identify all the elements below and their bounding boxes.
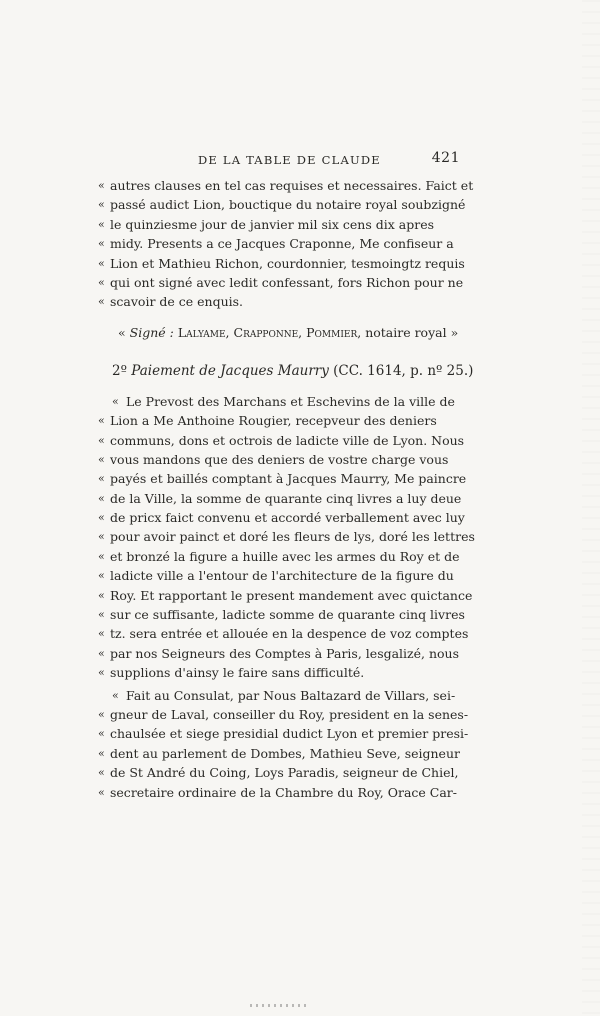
quote-mark: « bbox=[98, 766, 105, 780]
quote-mark: « bbox=[98, 569, 105, 583]
text-line bbox=[98, 195, 466, 214]
quote-mark: « bbox=[112, 688, 119, 702]
text-line bbox=[98, 686, 458, 705]
quote-mark: « bbox=[98, 414, 105, 428]
text-line bbox=[98, 450, 458, 469]
text-line bbox=[98, 527, 475, 546]
line-text: de pricx faict convenu et accordé verballement avec luy bbox=[110, 510, 465, 526]
quote-mark: « bbox=[98, 179, 105, 192]
line-text: le quinziesme jour de janvier mil six cens dix apres bbox=[110, 216, 435, 232]
text-line bbox=[98, 411, 458, 430]
quote-mark: « bbox=[98, 452, 105, 466]
quote-mark: « bbox=[98, 608, 105, 622]
line-text: scavoir de ce enquis. bbox=[110, 294, 244, 310]
line-text: communs, dons et octrois de ladicte ville de Lyon. Nous bbox=[110, 432, 465, 448]
line-text: Lion a Me Anthoine Rougier, recepveur des deniers bbox=[110, 413, 437, 429]
line-text: Roy. Et rapportant le present mandement avec quictance bbox=[110, 587, 473, 603]
page-number: 421 bbox=[431, 150, 460, 166]
text-line bbox=[98, 431, 465, 450]
text-line bbox=[98, 783, 458, 802]
line-text: qui ont signé avec ledit confessant, fors Richon pour ne bbox=[110, 274, 464, 290]
line-text: autres clauses en tel cas requises et necessaires. Faict et bbox=[110, 178, 474, 193]
text-line bbox=[98, 508, 465, 527]
line-text: de St André du Coing, Loys Paradis, seigneur de Chiel, bbox=[110, 765, 459, 781]
bottom-mark bbox=[250, 1004, 310, 1007]
quote-mark: « bbox=[98, 530, 105, 544]
line-text: dent au parlement de Dombes, Mathieu Seve, seigneur bbox=[110, 745, 460, 761]
line-text: payés et baillés comptant à Jacques Maurry, Me paincre bbox=[110, 471, 467, 487]
text-line bbox=[98, 724, 469, 743]
quote-mark: « bbox=[98, 511, 105, 525]
text-line bbox=[98, 566, 458, 585]
text-line bbox=[98, 644, 458, 663]
line-text: Le Prevost des Marchans et Eschevins de la ville de bbox=[126, 393, 455, 409]
section-heading bbox=[98, 354, 474, 388]
text-line bbox=[98, 489, 462, 508]
line-text: tz. sera entrée et allouée en la despence de voz comptes bbox=[110, 626, 469, 642]
section-reference: (CC. 1614, p. nº 25.) bbox=[333, 362, 474, 379]
line-text: Fait au Consulat, par Nous Baltazard de Villars, sei- bbox=[126, 687, 456, 703]
quote-mark: « bbox=[98, 727, 105, 741]
running-header bbox=[98, 150, 460, 171]
quote-mark: « bbox=[98, 666, 105, 680]
section-title: Paiement de Jacques Maurry bbox=[131, 362, 329, 379]
text-line bbox=[98, 744, 458, 763]
line-text: et bronzé la figure a huille avec les armes du Roy et de bbox=[110, 548, 460, 564]
text-line bbox=[98, 234, 458, 253]
quote-mark: « bbox=[98, 433, 105, 447]
quote-mark: « bbox=[98, 746, 105, 760]
text-line bbox=[98, 254, 465, 273]
line-text: supplions d'ainsy le faire sans difficulté. bbox=[110, 665, 365, 681]
paragraph-block-1 bbox=[98, 176, 474, 312]
line-text: Lion et Mathieu Richon, courdonnier, tesmoingtz requis bbox=[110, 255, 465, 271]
line-text: chaulsée et siege presidial dudict Lyon et premier presi- bbox=[110, 726, 469, 742]
text-line bbox=[98, 705, 469, 724]
quote-mark: « bbox=[98, 275, 105, 289]
text-line bbox=[98, 586, 473, 605]
text-line bbox=[98, 392, 458, 411]
quote-mark: « bbox=[98, 549, 105, 563]
quote-mark: « bbox=[98, 295, 105, 309]
line-text: vous mandons que des deniers de vostre charge vous bbox=[110, 451, 449, 467]
quote-mark: « bbox=[98, 785, 105, 799]
quote-mark: « bbox=[98, 256, 105, 270]
text-line bbox=[98, 547, 458, 566]
signature-tail: notaire royal » bbox=[365, 324, 459, 340]
paragraph-block-3 bbox=[98, 686, 469, 802]
quote-mark: « bbox=[98, 491, 105, 505]
text-line bbox=[98, 605, 465, 624]
page-edge-shadow bbox=[582, 0, 600, 1016]
body-text bbox=[98, 176, 475, 802]
line-text: pour avoir painct et doré les fleurs de lys, doré les lettres bbox=[110, 529, 475, 545]
section-number: 2º bbox=[112, 362, 127, 379]
quote-mark: « bbox=[98, 707, 105, 721]
line-text: midy. Presents a ce Jacques Craponne, Me confiseur a bbox=[110, 236, 454, 252]
quote-mark: « bbox=[98, 217, 105, 231]
quote-mark: « bbox=[98, 646, 105, 660]
line-text: secretaire ordinaire de la Chambre du Roy, Orace Car- bbox=[110, 784, 457, 800]
text-line bbox=[98, 663, 458, 682]
quote-mark: « bbox=[98, 198, 105, 212]
text-line bbox=[98, 273, 464, 292]
text-line bbox=[98, 469, 467, 488]
line-text: par nos Seigneurs des Comptes à Paris, lesgalizé, nous bbox=[110, 645, 460, 661]
text-line bbox=[98, 215, 458, 234]
quote-mark: « bbox=[98, 588, 105, 602]
line-text: gneur de Laval, conseiller du Roy, president en la senes- bbox=[110, 706, 469, 722]
signature-open-quote: « bbox=[118, 324, 126, 340]
quote-mark: « bbox=[98, 237, 105, 251]
quote-mark: « bbox=[98, 627, 105, 641]
quote-mark: « bbox=[98, 472, 105, 486]
text-line bbox=[98, 292, 458, 311]
signature-line bbox=[98, 318, 458, 348]
signature-label: Signé : bbox=[129, 324, 174, 340]
line-text: sur ce suffisante, ladicte somme de quarante cinq livres bbox=[110, 607, 465, 623]
line-text: passé audict Lion, bouctique du notaire royal soubzigné bbox=[110, 197, 466, 213]
text-line bbox=[98, 176, 474, 195]
running-title: DE LA TABLE DE CLAUDE bbox=[198, 153, 381, 167]
text-line bbox=[98, 624, 469, 643]
signature-names: Lalyame, Crapponne, Pommier, bbox=[177, 324, 362, 340]
line-text: ladicte ville a l'entour de l'architecture de la figure du bbox=[110, 568, 454, 584]
quote-mark: « bbox=[112, 394, 119, 408]
line-text: de la Ville, la somme de quarante cinq livres a luy deue bbox=[110, 490, 462, 506]
paragraph-block-2 bbox=[98, 392, 475, 683]
text-line bbox=[98, 763, 458, 782]
